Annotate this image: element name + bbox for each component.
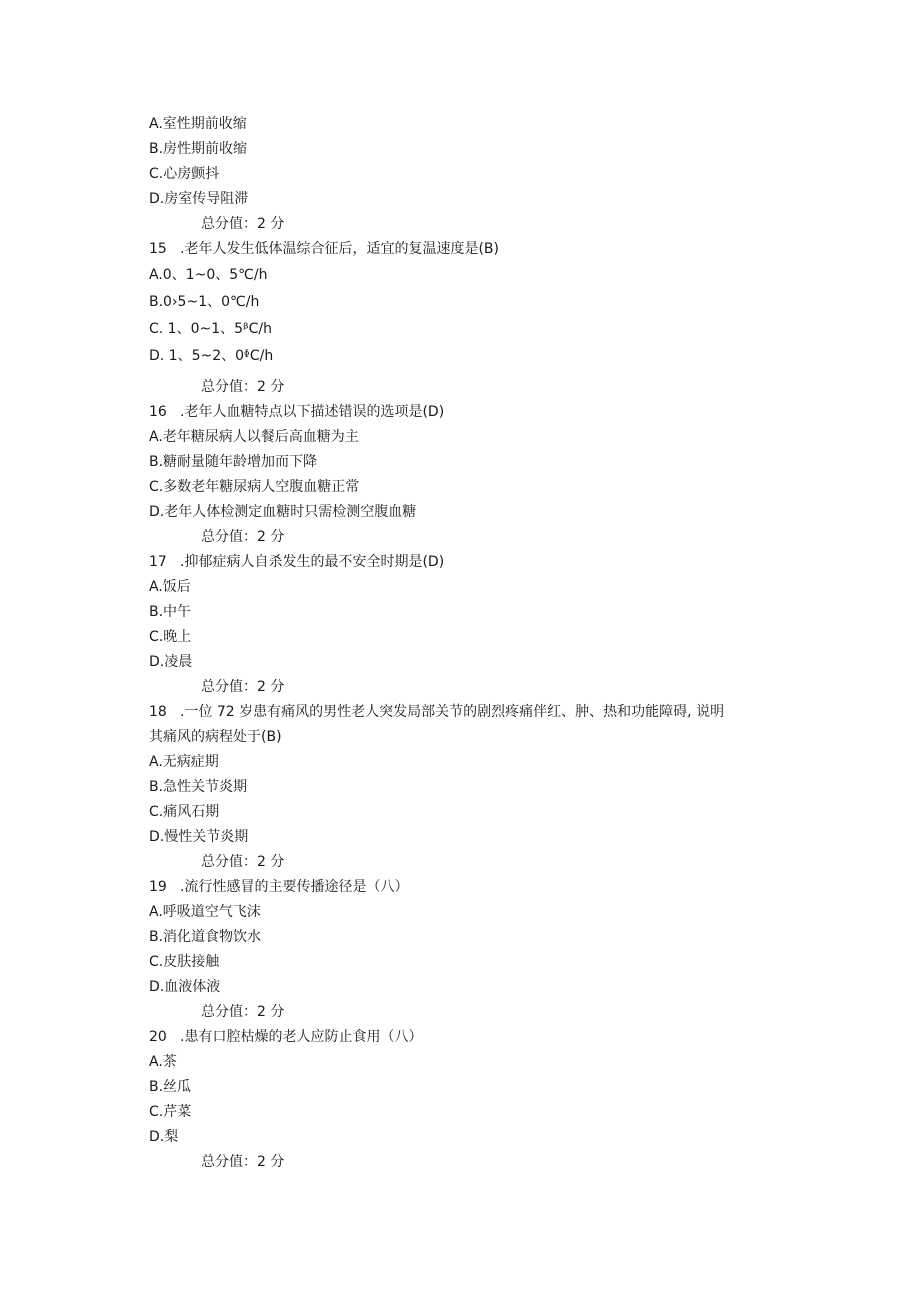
question-text: .老年人发生低体温综合征后，适宜的复温速度是(B) <box>180 241 499 257</box>
option-d: D.血液体液 <box>149 979 221 995</box>
option-c: C.痛风石期 <box>149 804 220 820</box>
score-line: 总分值：2 分 <box>201 679 285 695</box>
question-number: 18 <box>149 704 167 720</box>
option-b: B.中午 <box>149 604 192 620</box>
question-number: 20 <box>149 1029 167 1045</box>
question-stem <box>149 875 789 900</box>
option-a: A.无病症期 <box>149 754 219 770</box>
question-stem <box>149 237 789 262</box>
score-line: 总分值：2 分 <box>201 854 285 870</box>
option-a: A.老年糖尿病人以餐后高血糖为主 <box>149 429 359 445</box>
option-c: C.皮肤接触 <box>149 954 220 970</box>
option-a: A.呼吸道空气飞沫 <box>149 904 261 920</box>
question-text: .抑郁症病人自杀发生的最不安全时期是(D) <box>180 554 445 570</box>
question-20-block <box>149 1025 789 1175</box>
option-c: C.晚上 <box>149 629 192 645</box>
option-b: B.糖耐量随年龄增加而下降 <box>149 454 318 470</box>
option-d: D.梨 <box>149 1129 179 1145</box>
question-stem <box>149 550 789 575</box>
question-text: .一位 72 岁患有痛风的男性老人突发局部关节的剧烈疼痛伴红、肿、热和功能障碍, 说明 <box>180 704 725 720</box>
question-number: 17 <box>149 554 167 570</box>
option-c: C.芹菜 <box>149 1104 192 1120</box>
question-16-block <box>149 400 789 550</box>
question-19-block <box>149 875 789 1025</box>
option-c: C. 1、0~1、5ᵝC/h <box>149 321 273 337</box>
question-number: 15 <box>149 241 167 257</box>
question-18-block <box>149 700 789 875</box>
score-line: 总分值：2 分 <box>201 1004 285 1020</box>
option-b: B.消化道食物饮水 <box>149 929 262 945</box>
score-line: 总分值：2 分 <box>201 529 285 545</box>
option-d: D. 1、5~2、0ᶲC/h <box>149 348 274 364</box>
option-b: B.房性期前收缩 <box>149 141 248 157</box>
question-number: 16 <box>149 404 167 420</box>
option-b: B.急性关节炎期 <box>149 779 248 795</box>
option-a: A.茶 <box>149 1054 177 1070</box>
question-text-continued: 其痛风的病程处于(B) <box>149 729 282 745</box>
question-number: 19 <box>149 879 167 895</box>
question-text: .患有口腔枯燥的老人应防止食用（八） <box>180 1029 423 1045</box>
question-stem <box>149 700 789 725</box>
question-stem <box>149 400 789 425</box>
question-text: .老年人血糖特点以下描述错误的选项是(D) <box>180 404 445 420</box>
option-a: A.饭后 <box>149 579 191 595</box>
option-c: C.心房颤抖 <box>149 166 220 182</box>
option-d: D.房室传导阻滞 <box>149 191 249 207</box>
option-b: B.0›5~1、0℃/h <box>149 294 260 310</box>
option-a: A.室性期前收缩 <box>149 116 247 132</box>
question-stem <box>149 1025 789 1050</box>
score-line: 总分值：2 分 <box>201 1154 285 1170</box>
question-text: .流行性感冒的主要传播途径是（八） <box>180 879 409 895</box>
option-a: A.0、1~0、5℃/h <box>149 267 268 283</box>
question-17-block <box>149 550 789 700</box>
question-14-block <box>149 112 789 237</box>
option-b: B.丝瓜 <box>149 1079 192 1095</box>
option-c: C.多数老年糖尿病人空腹血糖正常 <box>149 479 360 495</box>
score-line: 总分值：2 分 <box>201 216 285 232</box>
option-d: D.老年人体检测定血糖时只需检测空腹血糖 <box>149 504 417 520</box>
score-line: 总分值：2 分 <box>201 379 285 395</box>
exam-page <box>149 112 789 1175</box>
option-d: D.慢性关节炎期 <box>149 829 249 845</box>
option-d: D.凌晨 <box>149 654 193 670</box>
question-15-block <box>149 237 789 400</box>
